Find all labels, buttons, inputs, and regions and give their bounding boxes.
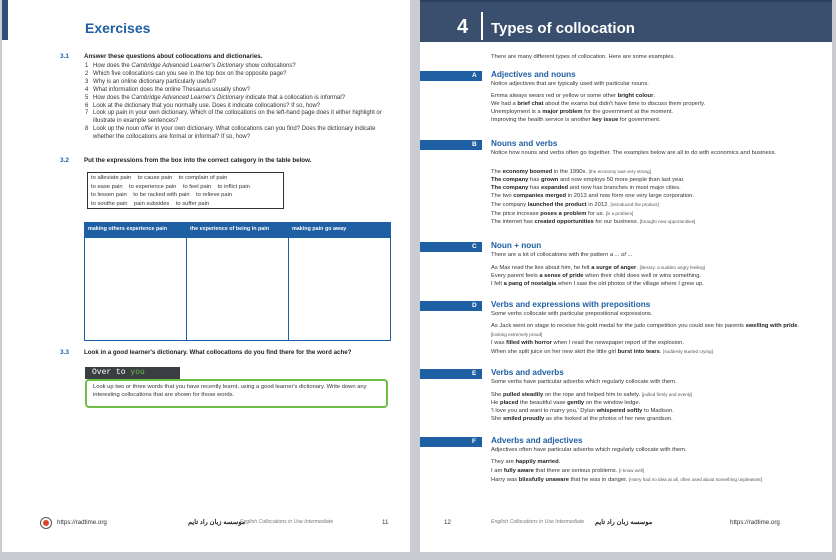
section-examples bbox=[491, 264, 809, 289]
question-text: Which five collocations can you see in the top box on the opposite page? bbox=[93, 70, 287, 77]
table-column[interactable] bbox=[289, 223, 390, 340]
example-sentence: The price increase poses a problem for us. [is a problem] bbox=[491, 210, 634, 217]
section-letter: D bbox=[472, 302, 477, 309]
question-text: How does the Cambridge Advanced Learner's Dictionary indicate that a collocation is informal? bbox=[93, 94, 346, 101]
question-text: Look up the noun offer in your own dictionary. What collocations can you find? Does the dictionary indicate whether the collocations are formal or informal? If so, how? bbox=[93, 126, 376, 141]
section-description: Adjectives often have particular adverbs which regularly collocate with them. bbox=[491, 447, 687, 453]
section-letter: C bbox=[472, 243, 477, 250]
table-header: making others experience pain bbox=[85, 223, 186, 238]
section-examples bbox=[491, 168, 809, 227]
footer-book: English Collocations in Use Intermediate bbox=[491, 519, 585, 525]
section-title: Noun + noun bbox=[491, 241, 542, 250]
section-description: Some verbs have particular adverbs which regularly collocate with them. bbox=[491, 379, 677, 385]
example-sentence: Every parent feels a sense of pride when their child does well or wins something. bbox=[491, 272, 702, 279]
section-examples bbox=[491, 93, 809, 125]
example-sentence: When she spilt juice on her new skirt the little girl burst into tears. [suddenly started crying] bbox=[491, 348, 713, 355]
footer-persian: موسسه زبان راد تایم bbox=[188, 519, 246, 526]
section-examples bbox=[491, 323, 809, 357]
question-item bbox=[85, 110, 393, 126]
exercise-number: 3.1 bbox=[60, 53, 70, 60]
footer-persian: موسسه زبان راد تایم bbox=[595, 519, 653, 526]
table-header: making pain go away bbox=[289, 223, 390, 238]
page-title: Exercises bbox=[85, 20, 151, 36]
section-examples bbox=[491, 459, 809, 485]
question-number: 3 bbox=[85, 78, 89, 85]
question-number: 2 bbox=[85, 70, 89, 77]
question-number: 7 bbox=[85, 110, 89, 117]
table-header: the experience of being in pain bbox=[187, 223, 288, 238]
question-item bbox=[85, 126, 393, 142]
footer-url[interactable]: https://radtime.org bbox=[730, 519, 780, 526]
section-letter: A bbox=[472, 72, 477, 79]
expression-line: to soothe pain pain subsides to suffer pain bbox=[91, 201, 210, 208]
page-number: 12 bbox=[444, 519, 451, 526]
section-title: Verbs and adverbs bbox=[491, 368, 564, 377]
section-letter: F bbox=[472, 438, 476, 445]
exercise-number: 3.3 bbox=[60, 349, 70, 356]
expression-box bbox=[87, 172, 284, 209]
footer-url[interactable]: https://radtime.org bbox=[57, 519, 107, 526]
question-text: Look up pain in your own dictionary. Which of the collocations on the left-hand page does it either highlight or illustrate in example sentences? bbox=[93, 110, 382, 125]
question-number: 1 bbox=[85, 63, 89, 69]
category-table bbox=[84, 222, 391, 341]
question-text: Look at the dictionary that you normally use. Does it indicate collocations? If so, how? bbox=[93, 102, 321, 109]
example-sentence: The company has expanded and now has branches in most major cities. bbox=[491, 184, 681, 191]
example-sentence: The economy boomed in the 1990s. [the economy was very strong] bbox=[491, 169, 651, 175]
question-item bbox=[85, 78, 393, 87]
question-number: 8 bbox=[85, 126, 89, 133]
question-number: 4 bbox=[85, 86, 89, 93]
section-title: Adverbs and adjectives bbox=[491, 436, 583, 445]
example-sentence: Emma always wears red or yellow or some other bright colour. bbox=[491, 93, 655, 99]
over-to-you-label-b: you bbox=[130, 368, 145, 377]
section-title: Verbs and expressions with prepositions bbox=[491, 300, 651, 309]
example-sentence: As Max read the lies about him, he felt a surge of anger. [literary: a sudden angry feeling] bbox=[491, 265, 705, 271]
header-top-stripe bbox=[420, 0, 832, 2]
question-item bbox=[85, 70, 393, 79]
question-item bbox=[85, 63, 393, 71]
question-item bbox=[85, 94, 393, 103]
example-sentence: The internet has created opportunities for our business. [brought new opportunities] bbox=[491, 219, 696, 226]
intro-text: There are many different types of collocation. Here are some examples. bbox=[491, 54, 675, 60]
example-sentence: The company launched the product in 2012. [introduced the product] bbox=[491, 201, 659, 208]
over-to-you-box: Look up two or three words that you have recently learnt, using a good learner's dictionary. Write down any interesting collocations that are shown for those words. bbox=[85, 379, 388, 408]
question-text: What information does the online Thesaurus usually show? bbox=[93, 86, 250, 93]
table-column[interactable] bbox=[85, 223, 187, 340]
chapter-number: 4 bbox=[457, 16, 469, 38]
question-list bbox=[85, 63, 393, 142]
corner-tab bbox=[2, 0, 8, 40]
question-number: 5 bbox=[85, 94, 89, 101]
example-sentence: Improving the health service is another key issue for government. bbox=[491, 116, 661, 123]
example-sentence: She pulled steadily on the rope and helped him to safety. [pulled firmly and evenly] bbox=[491, 392, 693, 398]
expression-line: to alleviate pain to cause pain to complain of pain bbox=[91, 175, 228, 181]
exercise-heading: Put the expressions from the box into the correct category in the table below. bbox=[84, 157, 312, 164]
exercise-heading: Look in a good learner's dictionary. What collocations do you find there for the word ache? bbox=[84, 349, 352, 356]
example-sentence: We had a brief chat about the exams but didn't have time to discuss them properly. bbox=[491, 100, 706, 107]
example-sentence: 'I love you and want to marry you,' Dylan whispered softly to Madison. bbox=[491, 407, 674, 414]
section-letter: E bbox=[472, 370, 477, 377]
over-to-you-label bbox=[85, 367, 180, 379]
question-text: How does the Cambridge Advanced Learner's Dictionary show collocations? bbox=[93, 63, 296, 69]
section-title: Nouns and verbs bbox=[491, 139, 558, 148]
example-sentence: I felt a pang of nostalgia when I saw the old photos of the village where I grew up. bbox=[491, 280, 704, 287]
section-description: Some verbs collocate with particular prepositional expressions. bbox=[491, 311, 653, 317]
example-sentence: As Jack went on stage to receive his gold medal for the judo competition you could see his parents swelling with pride. [looking extremely proud] bbox=[491, 323, 800, 337]
example-sentence: She smiled proudly as she looked at the photos of her new grandson. bbox=[491, 415, 673, 422]
chapter-separator bbox=[481, 12, 483, 40]
over-to-you-label-a: Over to bbox=[92, 368, 131, 377]
section-description: There are a lot of collocations with the pattern a ... of ... bbox=[491, 252, 633, 258]
example-sentence: The company has grown and now employs 50 more people than last year. bbox=[491, 176, 685, 183]
question-text: Why is an online dictionary particularly useful? bbox=[93, 78, 217, 85]
chapter-title: Types of collocation bbox=[491, 20, 635, 37]
section-description: Notice adjectives that are typically used with particular nouns. bbox=[491, 81, 649, 87]
expression-line: to lessen pain to be racked with pain to relieve pain bbox=[91, 192, 233, 199]
footer-book: English Collocations in Use Intermediate bbox=[240, 519, 334, 525]
question-number: 6 bbox=[85, 102, 89, 109]
question-item bbox=[85, 102, 393, 111]
example-sentence: Harry was blissfully unaware that he was in danger. [Harry had no idea at all, often used about something unpleasant] bbox=[491, 476, 762, 483]
example-sentence: The two companies merged in 2013 and now form one very large corporation. bbox=[491, 192, 695, 199]
section-description: Notice how nouns and verbs often go together. The examples below are all to do with economics and business. bbox=[491, 150, 777, 156]
table-column[interactable] bbox=[187, 223, 289, 340]
example-sentence: I am fully aware that there are serious problems. [I know well] bbox=[491, 467, 644, 474]
left-page bbox=[2, 0, 410, 552]
section-examples bbox=[491, 391, 809, 424]
exercise-number: 3.2 bbox=[60, 157, 70, 164]
exercise-heading: Answer these questions about collocations and dictionaries. bbox=[84, 53, 263, 60]
section-title: Adjectives and nouns bbox=[491, 70, 576, 79]
example-sentence: He placed the beautiful vase gently on the window ledge. bbox=[491, 399, 641, 406]
radtime-logo-icon bbox=[40, 517, 52, 529]
question-item bbox=[85, 86, 393, 95]
expression-line: to ease pain to experience pain to feel pain to inflict pain bbox=[91, 183, 250, 190]
right-page bbox=[420, 0, 832, 552]
example-sentence: I was filled with horror when I read the newspaper report of the explosion. bbox=[491, 339, 684, 346]
page-number: 11 bbox=[382, 519, 389, 526]
example-sentence: They are happily married. bbox=[491, 459, 561, 465]
section-letter: B bbox=[472, 141, 477, 148]
example-sentence: Unemployment is a major problem for the government at the moment. bbox=[491, 108, 674, 115]
